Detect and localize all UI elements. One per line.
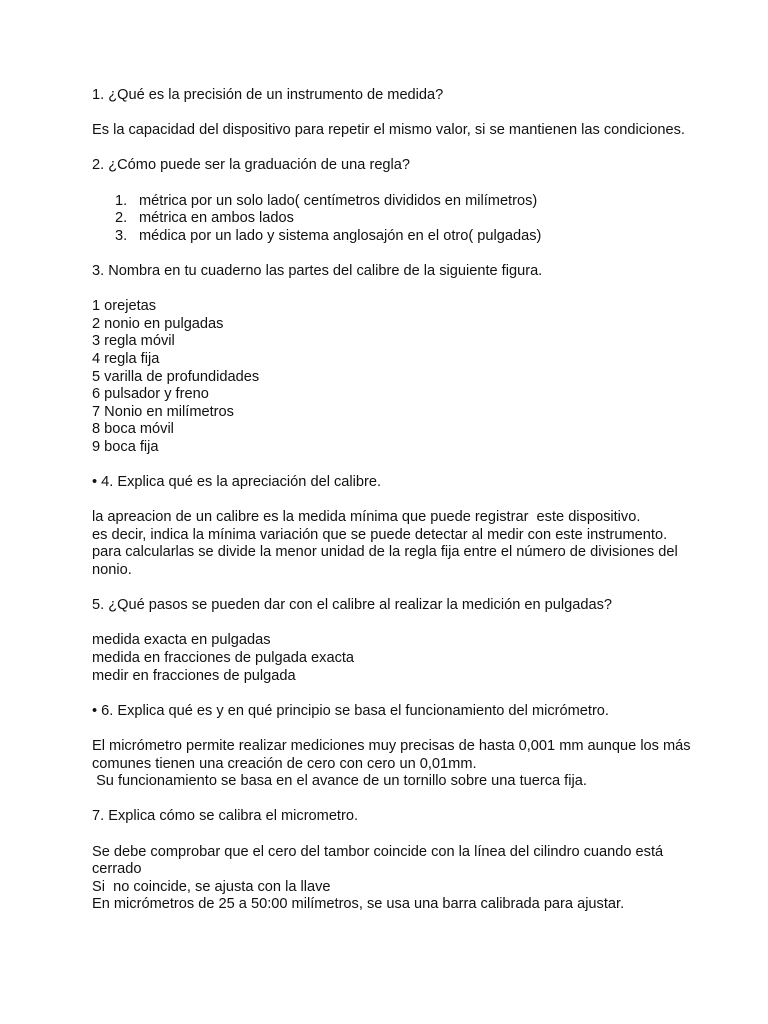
list-item: métrica por un solo lado( centímetros divididos en milímetros) bbox=[139, 192, 538, 209]
document-page bbox=[92, 87, 732, 914]
answer-4 bbox=[92, 509, 732, 579]
text-line: medida en fracciones de pulgada exacta bbox=[92, 650, 355, 666]
answer-6 bbox=[92, 738, 732, 791]
text-line: Si no coincide, se ajusta con la llave bbox=[92, 878, 331, 895]
list-item: 6 pulsador y freno bbox=[92, 386, 209, 403]
list-item: 7 Nonio en milímetros bbox=[92, 403, 234, 420]
list-item: 1 orejetas bbox=[92, 298, 157, 315]
text-line: para calcularlas se divide la menor unidad de la regla fija entre el número de divisiones del bbox=[92, 544, 678, 561]
question-7: 7. Explica cómo se calibra el micrometro. bbox=[92, 808, 359, 825]
text-line: es decir, indica la mínima variación que se puede detectar al medir con este instrumento. bbox=[92, 526, 668, 543]
question-1: 1. ¿Qué es la precisión de un instrumento de medida? bbox=[92, 87, 444, 103]
answer-1: Es la capacidad del dispositivo para repetir el mismo valor, si se mantienen las condiciones. bbox=[92, 122, 685, 139]
text-line: nonio. bbox=[92, 562, 132, 579]
list-item: 5 varilla de profundidades bbox=[92, 368, 260, 385]
answer-3-list bbox=[92, 298, 732, 456]
text-line: El micrómetro permite realizar mediciones muy precisas de hasta 0,001 mm aunque los más bbox=[92, 737, 691, 754]
list-item: 3 regla móvil bbox=[92, 333, 175, 350]
question-2: 2. ¿Cómo puede ser la graduación de una regla? bbox=[92, 157, 411, 174]
question-4: • 4. Explica qué es la apreciación del calibre. bbox=[92, 474, 382, 491]
text-line: comunes tienen una creación de cero con cero un 0,01mm. bbox=[92, 755, 477, 772]
answer-7 bbox=[92, 844, 732, 914]
question-5: 5. ¿Qué pasos se pueden dar con el calibre al realizar la medición en pulgadas? bbox=[92, 597, 613, 614]
text-line: la apreacion de un calibre es la medida mínima que puede registrar este dispositivo. bbox=[92, 509, 641, 526]
list-item: métrica en ambos lados bbox=[139, 210, 294, 227]
text-line: medir en fracciones de pulgada bbox=[92, 667, 296, 684]
answer-5 bbox=[92, 632, 732, 685]
list-item: 8 boca móvil bbox=[92, 421, 174, 438]
list-item: 4 regla fija bbox=[92, 350, 160, 367]
question-6: • 6. Explica qué es y en qué principio se basa el funcionamiento del micrómetro. bbox=[92, 702, 609, 719]
text-line: medida exacta en pulgadas bbox=[92, 632, 271, 649]
text-line: En micrómetros de 25 a 50:00 milímetros, se usa una barra calibrada para ajustar. bbox=[92, 896, 625, 913]
text-line: Se debe comprobar que el cero del tambor coincide con la línea del cilindro cuando está bbox=[92, 843, 664, 860]
question-3: 3. Nombra en tu cuaderno las partes del calibre de la siguiente figura. bbox=[92, 262, 543, 279]
text-line: Su funcionamiento se basa en el avance de un tornillo sobre una tuerca fija. bbox=[92, 773, 587, 790]
list-item: médica por un lado y sistema anglosajón en el otro( pulgadas) bbox=[139, 227, 542, 244]
answer-2-list bbox=[92, 193, 732, 246]
text-line: cerrado bbox=[92, 861, 142, 878]
list-item: 9 boca fija bbox=[92, 438, 159, 455]
list-item: 2 nonio en pulgadas bbox=[92, 315, 224, 332]
